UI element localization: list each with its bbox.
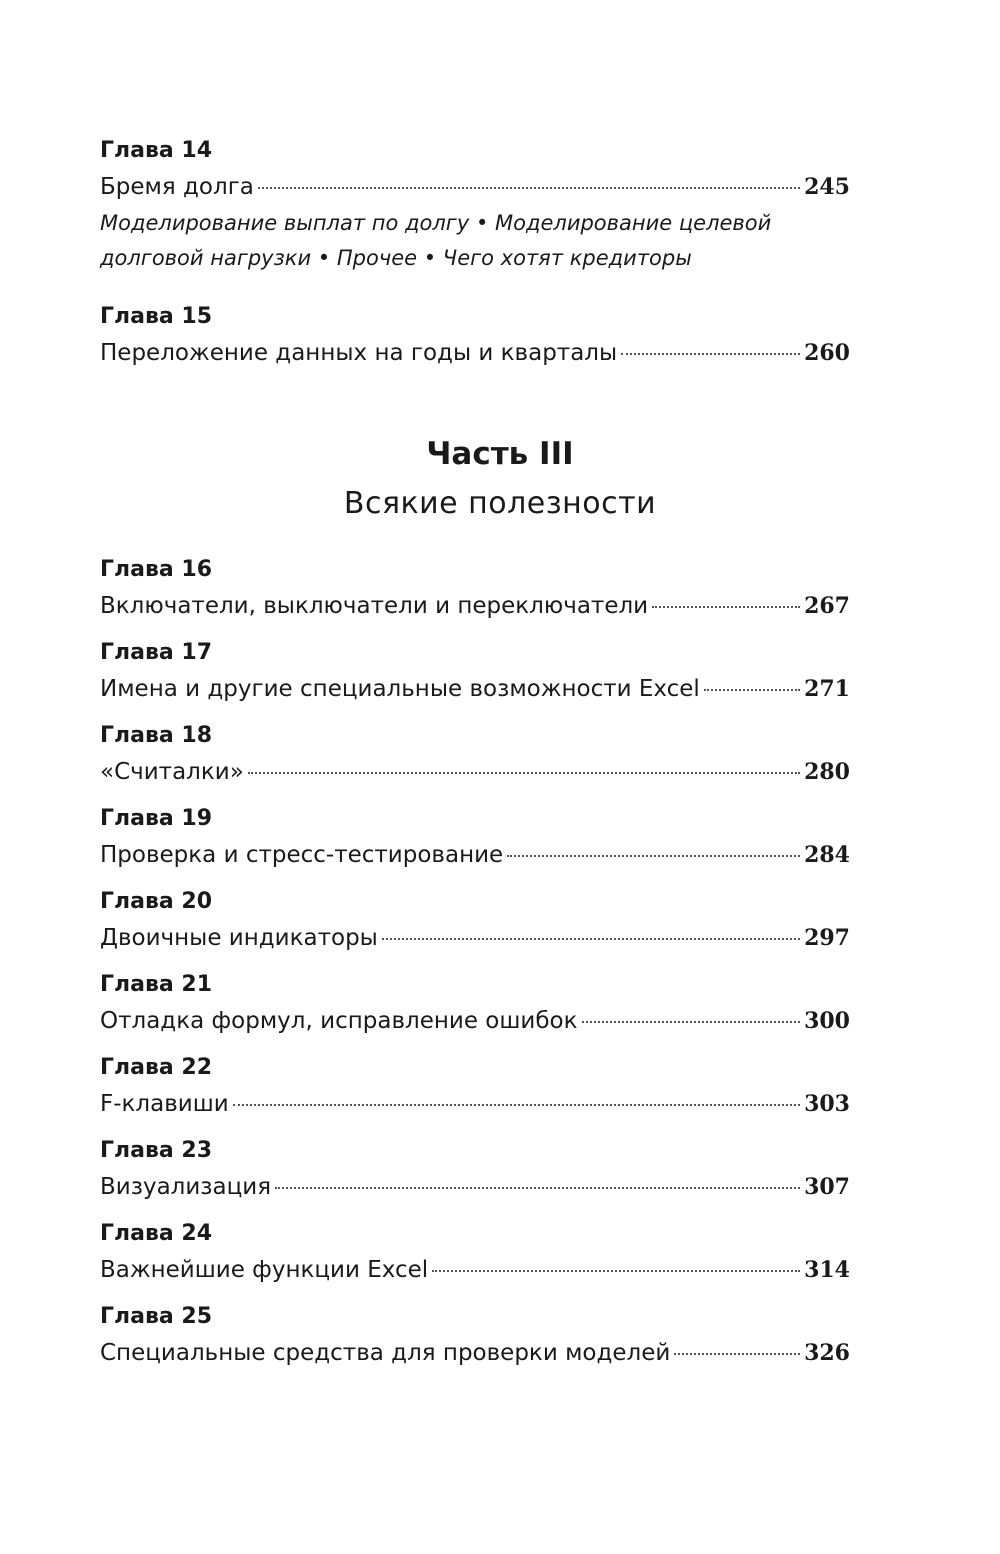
chapter-label: Глава 15 — [100, 304, 213, 329]
dot-leader — [674, 1353, 800, 1355]
chapter-label: Глава 23 — [100, 1138, 213, 1163]
page-number: 267 — [804, 593, 850, 619]
chapter-title: «Считалки» — [100, 759, 244, 785]
toc-row[interactable] — [100, 1336, 850, 1370]
toc-row[interactable] — [100, 589, 850, 623]
page-number: 280 — [804, 759, 850, 785]
toc-entry — [100, 302, 850, 370]
dot-leader — [248, 772, 800, 774]
dot-leader — [652, 606, 800, 608]
toc-entry — [100, 721, 850, 789]
toc-entry — [100, 1302, 850, 1370]
page-number: 314 — [804, 1257, 850, 1283]
dot-leader — [233, 1104, 800, 1106]
toc-entry — [100, 1219, 850, 1287]
page-number: 284 — [804, 842, 850, 868]
chapter-title: Включатели, выключатели и переключатели — [100, 593, 649, 619]
dot-leader — [704, 689, 800, 691]
toc-entry — [100, 1053, 850, 1121]
part-title: Всякие полезности — [343, 486, 657, 521]
chapter-label: Глава 18 — [100, 723, 213, 748]
chapter-title: Двоичные индикаторы — [100, 925, 378, 951]
toc-row[interactable] — [100, 170, 850, 204]
toc-row[interactable] — [100, 336, 850, 370]
chapter-label: Глава 14 — [100, 138, 213, 163]
toc-entry — [100, 1136, 850, 1204]
dot-leader — [621, 353, 800, 355]
page-number: 307 — [804, 1174, 850, 1200]
toc-entry — [100, 638, 850, 706]
chapter-title: Визуализация — [100, 1174, 272, 1200]
page-number: 297 — [804, 925, 850, 951]
toc-row[interactable] — [100, 1170, 850, 1204]
chapter-title: Специальные средства для проверки моделей — [100, 1340, 671, 1366]
chapter-label: Глава 20 — [100, 889, 213, 914]
toc-entry — [100, 136, 850, 276]
page-number: 245 — [804, 174, 850, 200]
chapter-label: Глава 22 — [100, 1055, 213, 1080]
toc-entry — [100, 804, 850, 872]
chapter-label: Глава 19 — [100, 806, 213, 831]
chapter-title: F-клавиши — [100, 1091, 229, 1117]
dot-leader — [382, 938, 800, 940]
toc-row[interactable] — [100, 1087, 850, 1121]
chapter-subtopics: Моделирование выплат по долгу • Моделирование целевой долговой нагрузки • Прочее • Чего хотят кредиторы — [100, 211, 772, 270]
dot-leader — [582, 1021, 801, 1023]
page-number: 326 — [804, 1340, 850, 1366]
part-heading — [0, 432, 1000, 527]
chapter-title: Имена и другие специальные возможности Excel — [100, 676, 700, 702]
toc-entry — [100, 970, 850, 1038]
chapter-title: Отладка формул, исправление ошибок — [100, 1008, 578, 1034]
toc-row[interactable] — [100, 755, 850, 789]
dot-leader — [507, 855, 800, 857]
chapter-title: Проверка и стресс-тестирование — [100, 842, 504, 868]
chapter-title: Важнейшие функции Excel — [100, 1257, 429, 1283]
toc-row[interactable] — [100, 921, 850, 955]
dot-leader — [432, 1270, 800, 1272]
part-number: Часть III — [426, 436, 574, 472]
page-number: 300 — [804, 1008, 850, 1034]
toc-entry — [100, 555, 850, 623]
chapter-label: Глава 16 — [100, 557, 213, 582]
chapter-title: Бремя долга — [100, 174, 254, 200]
toc-entry — [100, 887, 850, 955]
toc-row[interactable] — [100, 1253, 850, 1287]
page-number: 260 — [804, 340, 850, 366]
page-number: 271 — [804, 676, 850, 702]
dot-leader — [258, 187, 800, 189]
chapter-label: Глава 24 — [100, 1221, 213, 1246]
chapter-label: Глава 21 — [100, 972, 213, 997]
chapter-label: Глава 25 — [100, 1304, 213, 1329]
dot-leader — [275, 1187, 800, 1189]
chapter-title: Переложение данных на годы и кварталы — [100, 340, 618, 366]
toc-row[interactable] — [100, 672, 850, 706]
toc-row[interactable] — [100, 838, 850, 872]
chapter-label: Глава 17 — [100, 640, 213, 665]
page-number: 303 — [804, 1091, 850, 1117]
toc-row[interactable] — [100, 1004, 850, 1038]
